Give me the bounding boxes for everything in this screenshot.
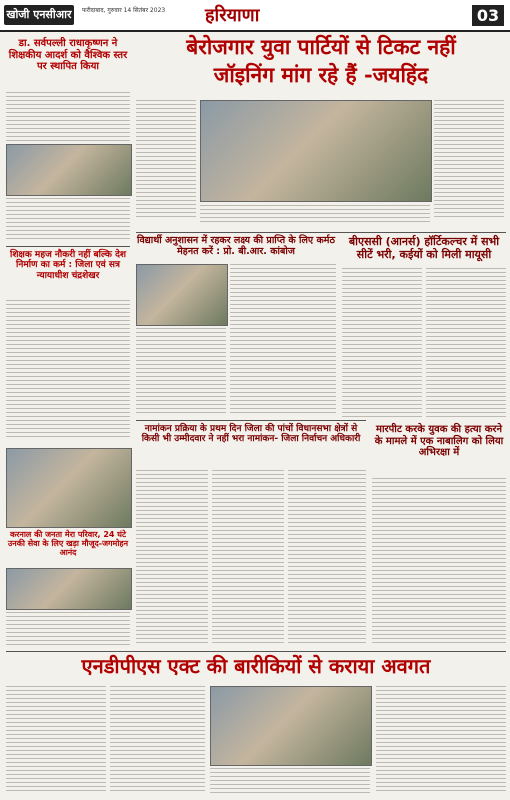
news-photo [6,568,132,610]
article-headline: नामांकन प्रक्रिया के प्रथम दिन जिला की पांचों विधानसभा क्षेत्रों से किसी भी उम्मीदवार ने नहीं भरा नामांकन- जिला निर्वाचन अधिकारी [141,424,361,445]
page-number: 03 [472,5,504,26]
article-body [434,100,504,220]
article-body [6,686,106,794]
divider [136,420,366,421]
dateline: फरीदाबाद, गुरुवार 14 सितंबर 2023 [82,7,166,14]
article-headline: एनडीपीएस एक्ट की बारीकियों से कराया अवगत [81,654,431,678]
article-body [6,612,130,647]
newspaper-brand: खोजी एनसीआर [4,5,74,25]
news-photo [6,448,132,528]
article-body [136,100,196,220]
article-body [230,264,336,414]
lead-headline-line1: बेरोजगार युवा पार्टियों से टिकट नहीं [186,34,456,59]
article-headline: मारपीट करके युवक की हत्या करने के मामले में एक नाबालिग को लिया अभिरक्षा में [374,424,504,458]
photo-caption [200,205,430,225]
article-body [426,268,506,418]
lead-photo [200,100,432,202]
divider [6,246,130,247]
lead-headline-line2: जॉइनिंग मांग रहे हैं -जयहिंद [213,62,429,87]
article-body [376,686,506,794]
divider [136,232,506,233]
news-photo [6,144,132,196]
article-body [288,470,366,645]
article-body [372,478,506,645]
article-body [342,268,422,418]
news-photo [210,686,372,766]
article-body [110,686,205,794]
article-headline: शिक्षक महज नौकरी नहीं बल्कि देश निर्माण का कर्म : जिला एवं सत्र न्यायाधीश चंद्रशेखर [9,250,127,281]
article-headline: विद्यार्थी अनुशासन में रहकर लक्ष्य की प्राप्ति के लिए कर्मठ मेहनत करें : प्रो. बी.आर. कांबोज [137,235,335,257]
article-body [6,300,130,440]
divider [6,651,506,652]
article-headline: डा. सर्वपल्ली राधाकृष्णन ने शिक्षकीय आदर्श को वैश्विक स्तर पर स्थापित किया [8,38,128,72]
news-photo [136,264,228,326]
article-body [136,470,208,645]
article-body [6,198,130,242]
article-headline: बीएससी (आनर्स) हॉर्टिकल्चर में सभी सीटें भरी, कईयों को मिली मायूसी [348,235,500,261]
article-body [136,328,226,414]
article-body [210,768,370,794]
article-body [6,92,130,142]
section-title: हरियाणा [205,5,260,26]
article-body [212,470,284,645]
article-headline: करनाल की जनता मेरा परिवार, 24 घंटे उनकी सेवा के लिए खड़ा मौजूद-जगमोहन आनंद [7,530,129,558]
